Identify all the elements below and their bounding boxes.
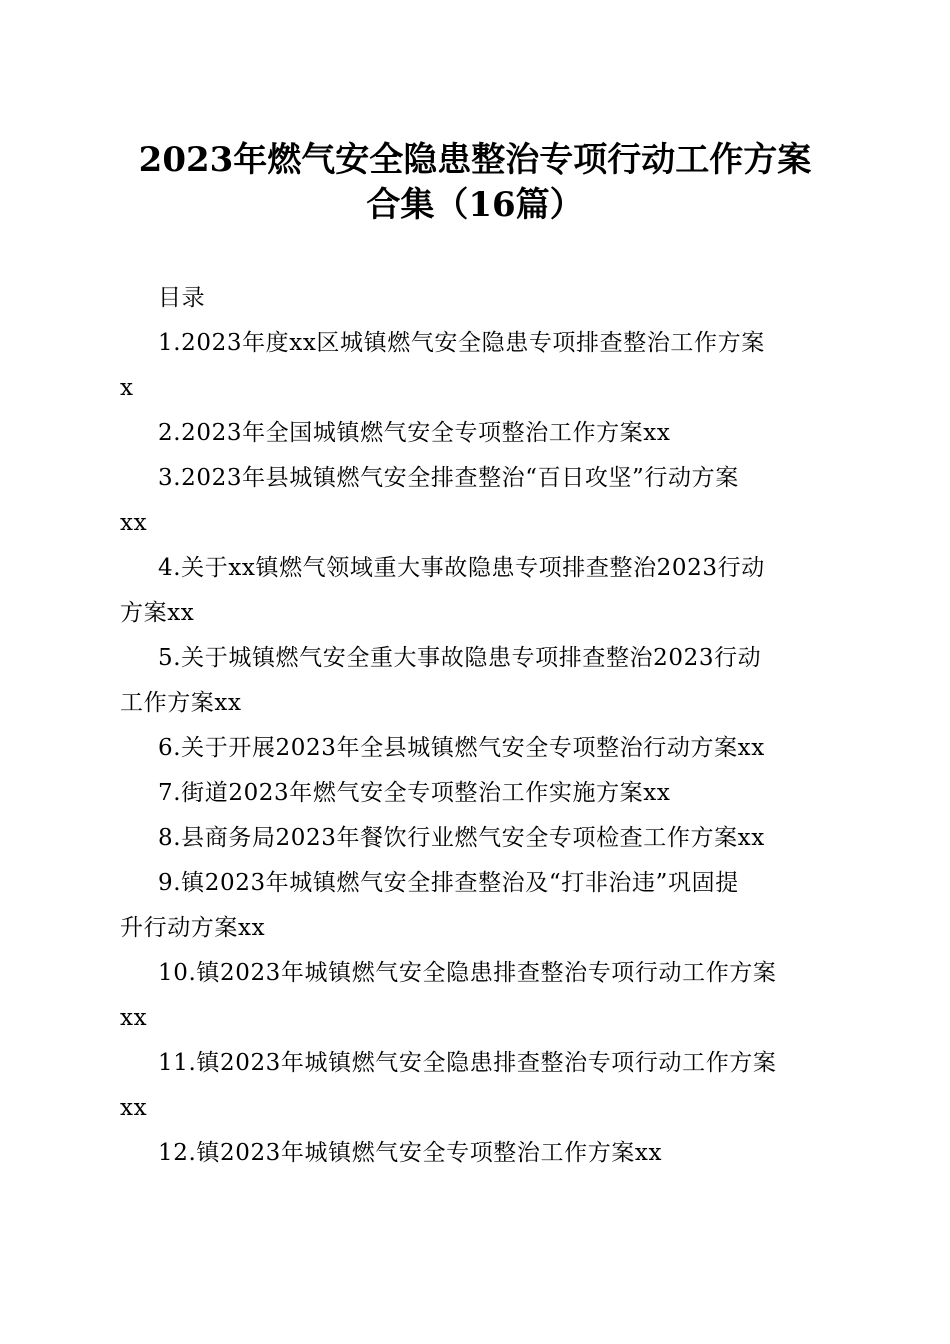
toc-entry-continuation: 升行动方案xx bbox=[120, 915, 266, 941]
toc-entry-text: 9.镇2023年城镇燃气安全排查整治及“打非治违”巩固提 bbox=[158, 870, 739, 896]
toc-entry-text: 8.县商务局2023年餐饮行业燃气安全专项检查工作方案xx bbox=[158, 825, 765, 851]
toc-entry-continuation: xx bbox=[120, 510, 148, 536]
toc-entry-9 bbox=[120, 861, 825, 951]
toc-entry-1 bbox=[120, 321, 825, 411]
toc-entry-continuation: xx bbox=[120, 1095, 148, 1121]
toc-entry-8 bbox=[120, 816, 825, 861]
toc-entry-2 bbox=[120, 411, 825, 456]
toc-entry-text: 2.2023年全国城镇燃气安全专项整治工作方案xx bbox=[158, 420, 671, 446]
toc-entry-text: 6.关于开展2023年全县城镇燃气安全专项整治行动方案xx bbox=[158, 735, 765, 761]
toc-entry-text: 7.街道2023年燃气安全专项整治工作实施方案xx bbox=[158, 780, 671, 806]
toc-entry-text: 3.2023年县城镇燃气安全排查整治“百日攻坚”行动方案 bbox=[158, 465, 739, 491]
toc-entry-text: 5.关于城镇燃气安全重大事故隐患专项排查整治2023行动 bbox=[158, 645, 762, 671]
toc-entry-text: 1.2023年度xx区城镇燃气安全隐患专项排查整治工作方案 bbox=[158, 330, 765, 356]
toc-entry-6 bbox=[120, 726, 825, 771]
toc-entry-text: 10.镇2023年城镇燃气安全隐患排查整治专项行动工作方案 bbox=[158, 960, 777, 986]
document-title-line1: 2023年燃气安全隐患整治专项行动工作方案 bbox=[138, 140, 812, 180]
toc-entry-continuation: xx bbox=[120, 1005, 148, 1031]
toc-entry-12 bbox=[120, 1131, 825, 1176]
table-of-contents bbox=[120, 276, 825, 1176]
toc-entry-4 bbox=[120, 546, 825, 636]
document-title-line2: 合集（16篇） bbox=[366, 185, 584, 225]
toc-entry-text: 11.镇2023年城镇燃气安全隐患排查整治专项行动工作方案 bbox=[158, 1050, 777, 1076]
toc-entry-11 bbox=[120, 1041, 825, 1131]
toc-entry-continuation: x bbox=[120, 375, 134, 401]
toc-entry-continuation: 工作方案xx bbox=[120, 690, 242, 716]
toc-entry-7 bbox=[120, 771, 825, 816]
toc-entry-text: 4.关于xx镇燃气领域重大事故隐患专项排查整治2023行动 bbox=[158, 555, 765, 581]
toc-entry-continuation: 方案xx bbox=[120, 600, 195, 626]
toc-entry-5 bbox=[120, 636, 825, 726]
toc-entry-text: 12.镇2023年城镇燃气安全专项整治工作方案xx bbox=[158, 1140, 663, 1166]
toc-heading: 目录 bbox=[158, 285, 206, 311]
toc-entry-3 bbox=[120, 456, 825, 546]
toc-entry-10 bbox=[120, 951, 825, 1041]
